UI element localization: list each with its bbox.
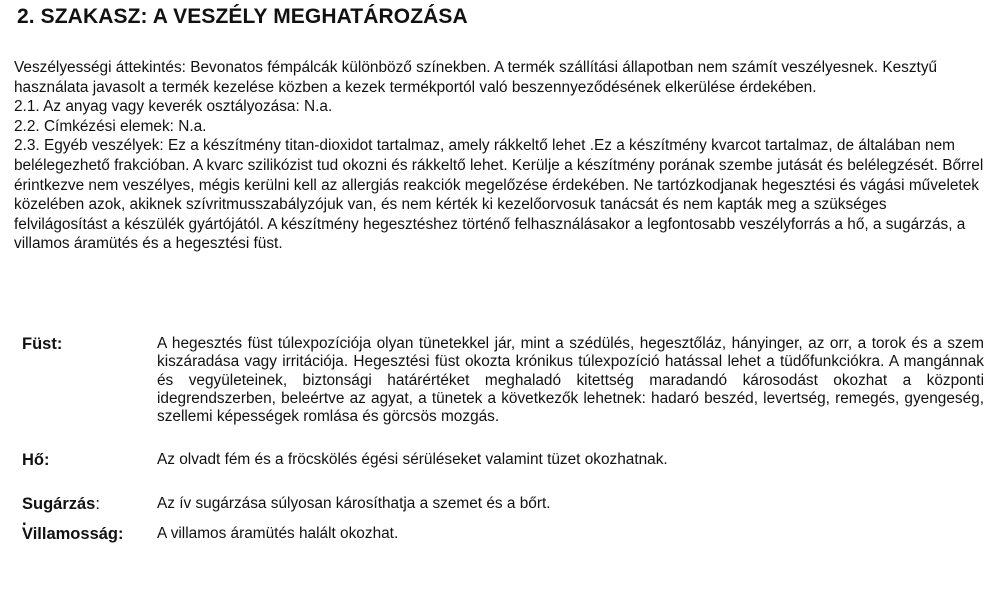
hazard-description-radiation: Az ív sugárzása súlyosan károsíthatja a szemet és a bőrt.: [157, 494, 551, 512]
hazard-term-smoke: Füst:: [22, 335, 63, 353]
hazard-details-table: [22, 335, 984, 543]
hazard-term-radiation-colon: :: [95, 494, 100, 513]
other-hazards-paragraph: 2.3. Egyéb veszélyek: Ez a készítmény titan-dioxidot tartalmaz, amely rákkeltő lehet .Ez a készítmény kvarcot tartalmaz, de általában nem belélegezhető frakcióban. A kvarc szilikózist tud okozni és rákkeltő lehet. Kerülje a készítmény porának szembe jutását és belélegzését. Bőrrel érintkezve nem veszélyes, mégis kerülni kell az allergiás reakciók megelőzése érdekében. Ne tartózkodjanak hegesztési és vágási műveletek közelében azok, akiknek szívritmusszabályzójuk van, és nem kérték ki kezelőorvosuk tanácsát és nem kapták meg a szükséges felvilágosítást a készülék gyártójától. A készítmény hegesztéshez történő felhasználásakor a legfontosabb veszélyforrás a hő, a sugárzás, a villamos áramütés és a hegesztési füst.: [14, 137, 984, 253]
hazard-row-heat: [22, 451, 984, 494]
stray-mark: .: [22, 511, 27, 530]
intro-block: [14, 58, 984, 254]
hazard-row-electricity: [22, 525, 984, 543]
hazard-term-radiation-label: Sugárzás: [22, 494, 96, 513]
stray-mark-spacer: [157, 515, 984, 525]
label-elements-line: 2.2. Címkézési elemek: N.a.: [14, 117, 207, 135]
hazard-row-radiation: [22, 495, 984, 515]
hazard-description-heat: Az olvadt fém és a fröcskölés égési sérüléseket valamint tüzet okozhatnak.: [157, 451, 668, 469]
hazard-description-smoke: A hegesztés füst túlexpozíciója olyan tünetekkel jár, mint a szédülés, hegesztőláz, hányinger, az orr, a torok és a szem kiszáradása vagy irritációja. Hegesztési füst okozta krónikus túlexpozíció hatással lehet a tüdőfunkciókra. A mangánnak és vegyületeinek, biztonsági határértéket meghaladó kitettség maradandó károsodást okozhat a központi idegrendszerben, beleértve az agyat, a tünetek a következők lehetnek: hadaró beszéd, levertség, remegés, gyengeség, szellemi képességek romlása és görcsös mozgás.: [157, 335, 984, 426]
hazard-term-radiation: [22, 495, 157, 515]
stray-mark-row: [22, 515, 984, 525]
hazard-overview-paragraph: Veszélyességi áttekintés: Bevonatos fémpálcák különböző színekben. A termék szállítási állapotban nem számít veszélyesnek. Kesztyű használata javasolt a termék kezelése közben a kezek termékportól való beszennyeződésének elkerülése érdekében.: [14, 59, 938, 96]
classification-line: 2.1. Az anyag vagy keverék osztályozása: N.a.: [14, 98, 333, 116]
hazard-term-electricity: Villamosság:: [22, 525, 124, 544]
hazard-term-heat: Hő:: [22, 451, 50, 470]
section-heading: 2. SZAKASZ: A VESZÉLY MEGHATÁROZÁSA: [17, 5, 468, 28]
hazard-row-smoke: [22, 335, 984, 451]
hazard-description-electricity: A villamos áramütés halált okozhat.: [157, 525, 399, 543]
